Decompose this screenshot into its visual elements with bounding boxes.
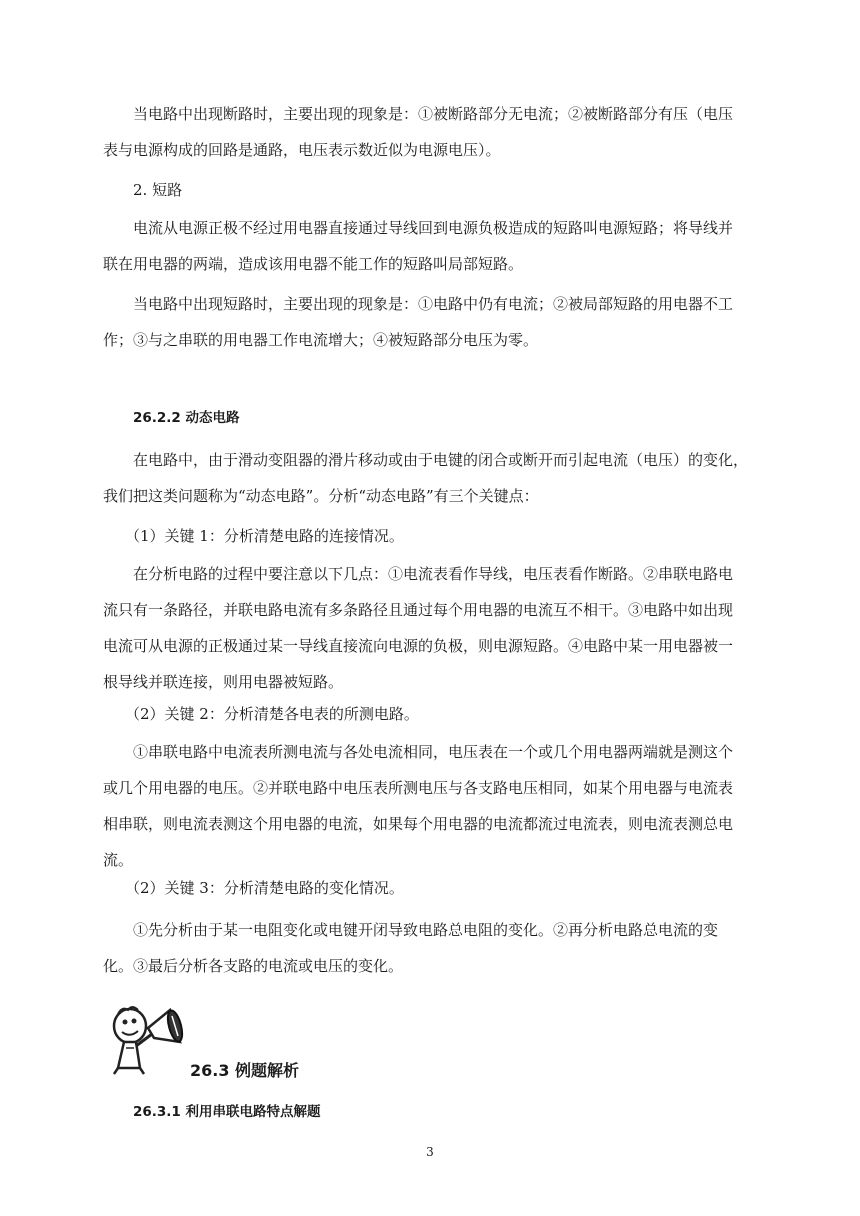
text-line: 在电路中，由于滑动变阻器的滑片移动或由于电键的闭合或断开而引起电流（电压）的变化， [133,451,749,469]
page-number: 3 [426,1145,434,1159]
text-line: 电流可从电源的正极通过某一导线直接流向电源的负极，则电源短路。④电路中某一用电器被一 [103,637,734,655]
paragraph-short-circuit-phenomena [103,286,743,358]
text-line: （2）关键 3：分析清楚电路的变化情况。 [125,879,404,897]
paragraph-key-point-3-details [103,912,743,984]
text-line: ①先分析由于某一电阻变化或电键开闭导致电路总电阻的变化。②再分析电路总电流的变 [133,921,719,939]
paragraph-key-point-2-details [103,734,743,878]
text-line: 相串联，则电流表测这个用电器的电流，如果每个用电器的电流都流过电流表，则电流表测总电 [103,815,734,833]
paragraph-short-circuit-def [103,210,743,282]
megaphone-cartoon-icon [104,998,196,1076]
text-line: 当电路中出现短路时，主要出现的现象是：①电路中仍有电流；②被局部短路的用电器不工 [133,295,734,313]
section-heading-dynamic-circuit [133,400,773,436]
text-line: 联在用电器的两端，造成该用电器不能工作的短路叫局部短路。 [103,255,524,273]
text-line: 电流从电源正极不经过用电器直接通过导线回到电源负极造成的短路叫电源短路；将导线并 [133,219,734,237]
text-line: 当电路中出现断路时，主要出现的现象是：①被断路部分无电流；②被断路部分有压（电压 [133,105,734,123]
text-line: 流只有一条路径，并联电路电流有多条路径且通过每个用电器的电流互不相干。③电路中如出现 [103,601,734,619]
text-line: 表与电源构成的回路是通路，电压表示数近似为电源电压）。 [103,141,501,159]
text-line: 在分析电路的过程中要注意以下几点：①电流表看作导线，电压表看作断路。②串联电路电 [133,565,734,583]
key-point-1 [125,518,765,554]
text-line: 根导线并联连接，则用电器被短路。 [103,673,344,691]
heading-text: 26.3.1 利用串联电路特点解题 [133,1104,321,1120]
key-point-3 [125,870,765,906]
text-line: 化。③最后分析各支路的电流或电压的变化。 [103,957,404,975]
text-line: （1）关键 1：分析清楚电路的连接情况。 [125,527,404,545]
paragraph-key-point-1-details [103,556,743,700]
text-line: 作；③与之串联的用电器工作电流增大；④被短路部分电压为零。 [103,331,539,349]
text-line: ①串联电路中电流表所测电流与各处电流相同，电压表在一个或几个用电器两端就是测这个 [133,743,734,761]
paragraph-open-circuit-phenomena [103,96,743,168]
subsection-heading-series-circuit [133,1094,773,1130]
text-line: 或几个用电器的电压。②并联电路中电压表所测电压与各支路电压相同，如某个用电器与电流表 [103,779,734,797]
text-line: （2）关键 2：分析清楚各电表的所测电路。 [125,705,419,723]
text-line: 2. 短路 [133,181,183,199]
heading-text: 26.2.2 动态电路 [133,410,240,426]
text-line: 我们把这类问题称为“动态电路”。分析“动态电路”有三个关键点： [103,487,539,505]
key-point-2 [125,696,765,732]
section-heading-examples: 26.3 例题解析 [190,1061,300,1080]
paragraph-dynamic-circuit-intro [103,442,749,514]
heading-short-circuit [103,172,743,208]
text-line: 流。 [103,851,134,869]
